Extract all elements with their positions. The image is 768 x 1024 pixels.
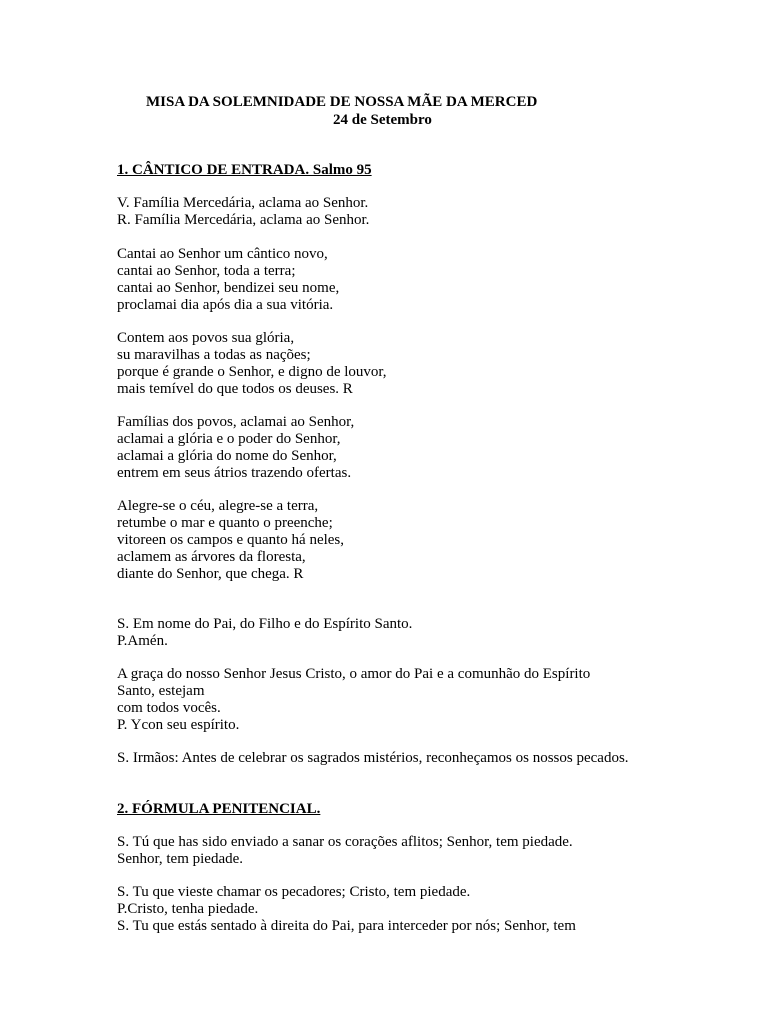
stanza-3 (117, 414, 717, 482)
penitential-2 (117, 884, 717, 935)
section-1-heading-block (117, 162, 717, 179)
penitential-line: P.Cristo, tenha piedade. (117, 900, 259, 917)
penitential-line: S. Tú que has sido enviado a sanar os corações aflitos; Senhor, tem piedade. (117, 834, 573, 850)
document-title: MISA DA SOLEMNIDADE DE NOSSA MÃE DA MERCED (146, 94, 538, 110)
grace-line: A graça do nosso Senhor Jesus Cristo, o amor do Pai e a comunhão do Espírito (117, 666, 591, 682)
stanza-line: Contem aos povos sua glória, (117, 330, 295, 346)
penitential-1 (117, 834, 717, 868)
document-date: 24 de Setembro (333, 112, 432, 128)
stanza-4 (117, 498, 717, 583)
grace-line: P. Ycon seu espírito. (117, 716, 240, 733)
greeting-line: P.Amén. (117, 632, 168, 649)
stanza-line: su maravilhas a todas as nações; (117, 346, 311, 363)
grace-line: Santo, estejam (117, 682, 205, 699)
greeting-line: S. Em nome do Pai, do Filho e do Espírito Santo. (117, 616, 413, 632)
antiphon-line: R. Família Mercedária, aclama ao Senhor. (117, 211, 370, 228)
penitential-line: S. Tu que estás sentado à direita do Pai, para interceder por nós; Senhor, tem (117, 917, 576, 934)
stanza-line: vitoreen os campos e quanto há neles, (117, 531, 345, 548)
stanza-line: diante do Senhor, que chega. R (117, 565, 304, 582)
stanza-line: aclamai a glória do nome do Senhor, (117, 447, 337, 464)
stanza-line: retumbe o mar e quanto o preenche; (117, 514, 333, 531)
stanza-line: porque é grande o Senhor, e digno de louvor, (117, 363, 387, 380)
antiphon-line: V. Família Mercedária, aclama ao Senhor. (117, 195, 369, 211)
greeting-block (117, 616, 717, 650)
stanza-1 (117, 246, 717, 314)
section-1-heading: 1. CÂNTICO DE ENTRADA. Salmo 95 (117, 162, 372, 178)
stanza-line: Famílias dos povos, aclamai ao Senhor, (117, 414, 355, 430)
penitential-line: Senhor, tem piedade. (117, 850, 244, 867)
antiphon-block (117, 195, 717, 229)
grace-line: com todos vocês. (117, 699, 221, 716)
stanza-line: aclamai a glória e o poder do Senhor, (117, 430, 341, 447)
stanza-line: Cantai ao Senhor um cântico novo, (117, 246, 328, 262)
brothers-block (117, 750, 717, 767)
stanza-line: cantai ao Senhor, bendizei seu nome, (117, 279, 340, 296)
stanza-2 (117, 330, 717, 398)
stanza-line: mais temível do que todos os deuses. R (117, 380, 353, 397)
penitential-line: S. Tu que vieste chamar os pecadores; Cristo, tem piedade. (117, 884, 471, 900)
stanza-line: cantai ao Senhor, toda a terra; (117, 262, 296, 279)
stanza-line: Alegre-se o céu, alegre-se a terra, (117, 498, 319, 514)
section-2-heading-block (117, 801, 717, 818)
grace-block (117, 666, 717, 734)
stanza-line: entrem em seus átrios trazendo ofertas. (117, 464, 352, 481)
stanza-line: aclamem as árvores da floresta, (117, 548, 306, 565)
section-2-heading: 2. FÓRMULA PENITENCIAL. (117, 801, 321, 817)
brothers-line: S. Irmãos: Antes de celebrar os sagrados mistérios, reconheçamos os nossos pecados. (117, 750, 629, 766)
stanza-line: proclamai dia após dia a sua vitória. (117, 296, 334, 313)
